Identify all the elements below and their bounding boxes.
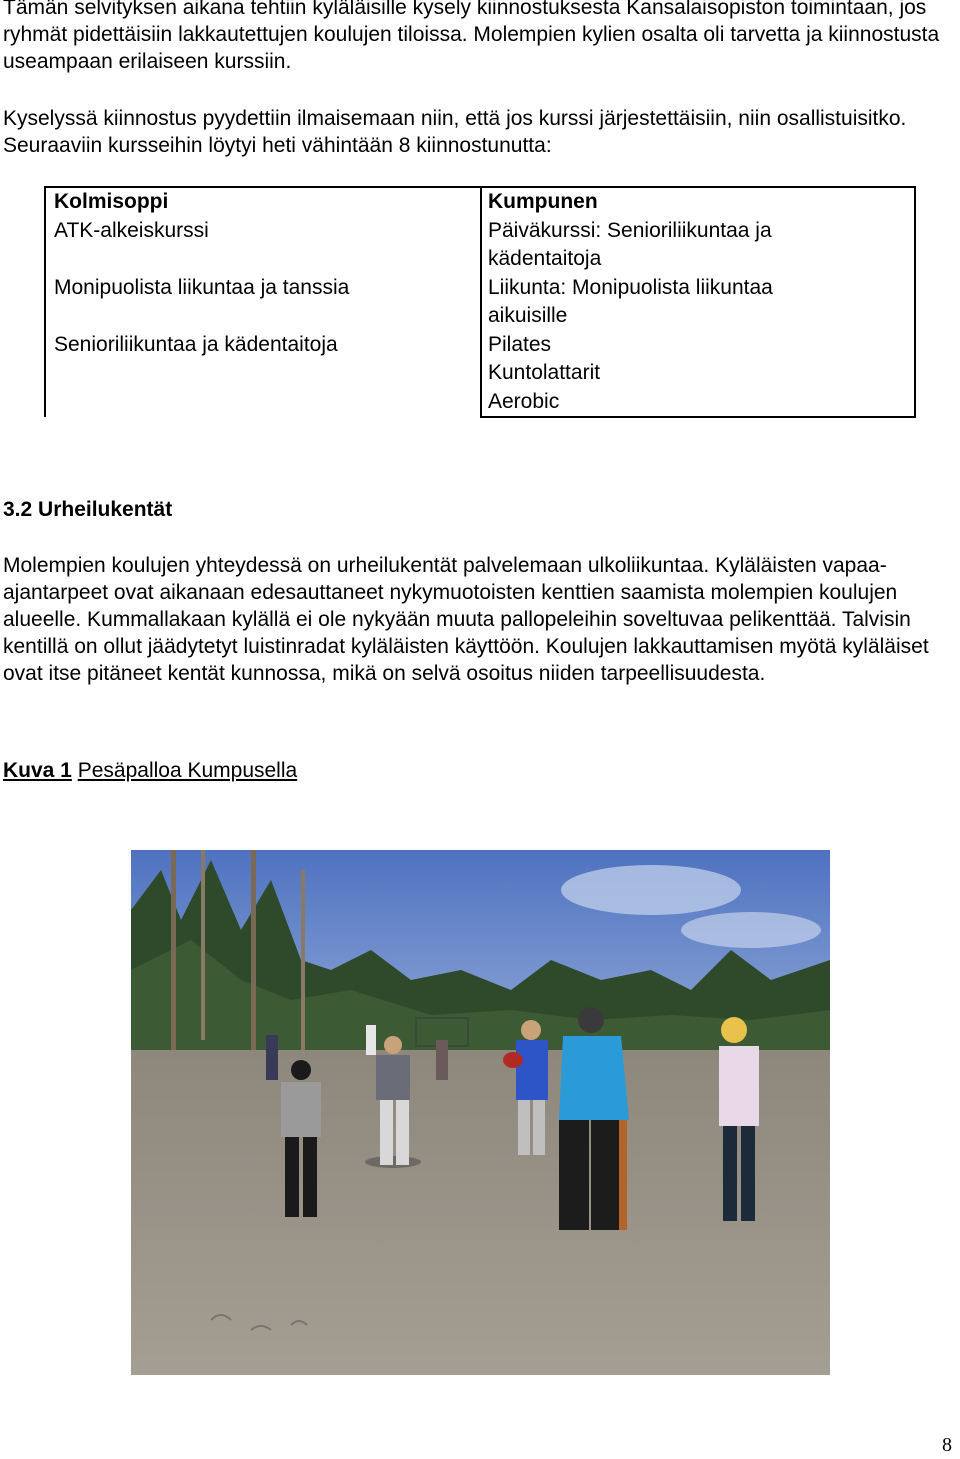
- kumpunen-course: Kuntolattarit: [488, 361, 601, 384]
- kolmisoppi-course: Monipuolista liikuntaa ja tanssia: [54, 275, 350, 299]
- kolmisoppi-header: Kolmisoppi: [54, 190, 169, 213]
- page-number: 8: [942, 1434, 952, 1456]
- kumpunen-course: Päiväkurssi: Senioriliikuntaa ja kädentaitoja: [488, 218, 772, 270]
- kumpunen-course: Aerobic: [488, 389, 560, 413]
- kolmisoppi-course: Senioriliikuntaa ja kädentaitoja: [54, 332, 338, 356]
- baseball-photo: [131, 850, 830, 1375]
- kolmisoppi-course: ATK-alkeiskurssi: [54, 218, 209, 242]
- intro-paragraph-2: Kyselyssä kiinnostus pyydettiin ilmaisemaan niin, että jos kurssi järjestettäisiin, niin osallistuisitko. Seuraaviin kursseihin löytyi heti vähintään 8 kiinnostunutta:: [3, 107, 907, 157]
- intro-paragraph-1: Tämän selvityksen aikana tehtiin kyläläisille kysely kiinnostuksesta Kansalaisopiston toimintaan, jos ryhmät pidettäisiin lakkautettujen koulujen tiloissa. Molempien kylien osalta oli tarvetta ja kiinnostusta useampaan erilaiseen kurssiin.: [3, 0, 940, 73]
- section-heading: 3.2 Urheilukentät: [3, 498, 173, 521]
- section-paragraph: Molempien koulujen yhteydessä on urheilukentät palvelemaan ulkoliikuntaa. Kyläläisten vapaa-ajantarpeet ovat aikanaan edesauttaneet nykymuotoisten kenttien saamista molempien koulujen alueelle. Kummallakaan kylällä ei ole nykyään muuta pallopeleihin soveltuvaa pelikenttää. Talvisin kentillä on ollut jäädytetyt luistinradat kyläläisten käyttöön. Koulujen lakkauttamisen myötä kyläläiset ovat itse pitäneet kentät kunnossa, mikä on selvä osoitus niiden tarpeellisuudesta.: [3, 554, 929, 685]
- course-table: [44, 186, 916, 418]
- figure-label: Kuva 1: [3, 759, 72, 782]
- kumpunen-course: Liikunta: Monipuolista liikuntaa aikuisille: [488, 275, 773, 327]
- kolmisoppi-column: [45, 187, 481, 417]
- figure-caption-text: Pesäpalloa Kumpusella: [77, 759, 298, 782]
- figure-caption: [3, 757, 297, 784]
- kumpunen-course: Pilates: [488, 332, 552, 356]
- kumpunen-header: Kumpunen: [488, 190, 598, 213]
- photo-illustration: [131, 850, 830, 1375]
- kumpunen-column: [481, 187, 915, 417]
